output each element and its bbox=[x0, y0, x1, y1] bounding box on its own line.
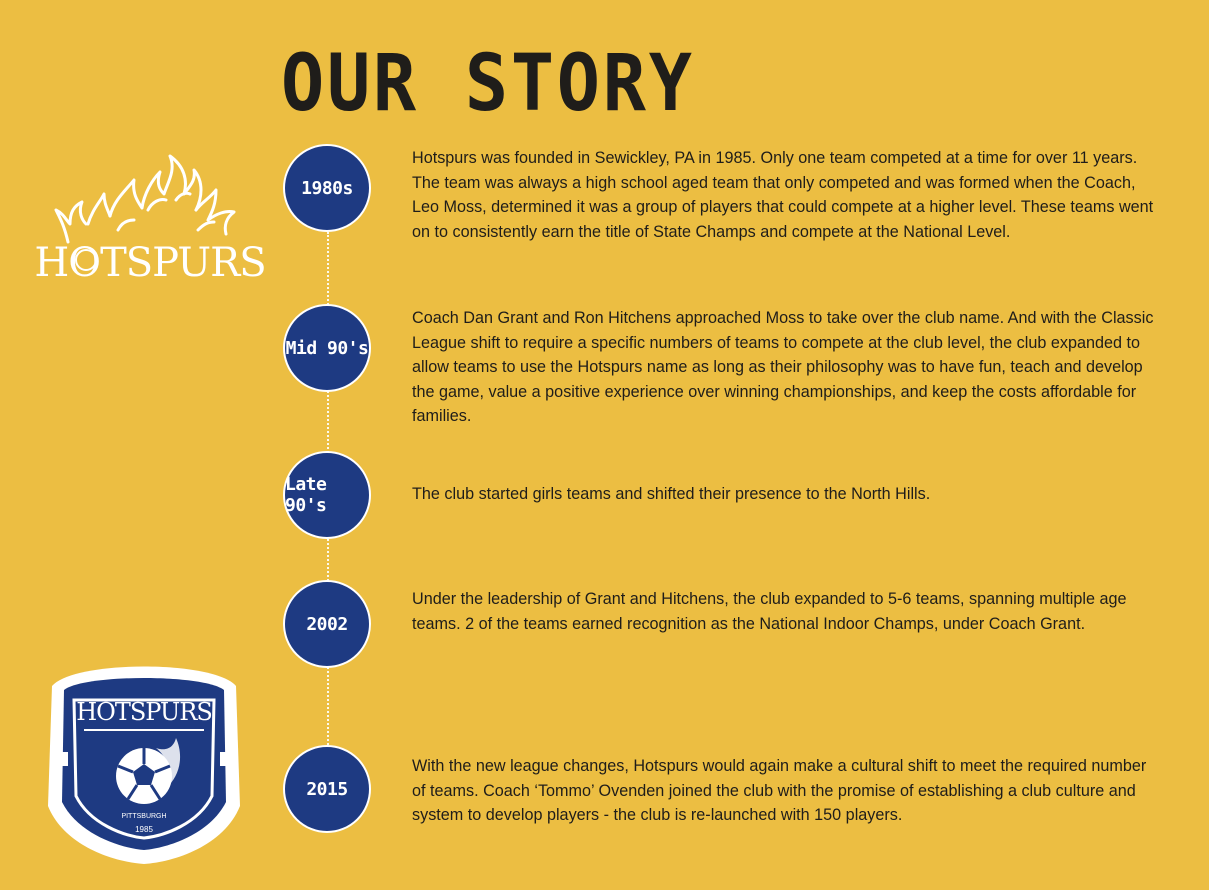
hotspurs-crest-badge bbox=[44, 656, 244, 866]
timeline-text-late-90s: The club started girls teams and shifted their presence to the North Hills. bbox=[412, 485, 931, 503]
timeline-marker-mid-90s: Mid 90's bbox=[283, 304, 371, 392]
timeline-marker-2002: 2002 bbox=[283, 580, 371, 668]
timeline-marker-late-90s: Late 90's bbox=[283, 451, 371, 539]
timeline-text-mid-90s: Coach Dan Grant and Ron Hitchens approached Moss to take over the club name. And with the Classic League shift to require a specific numbers of teams to compete at the club level, the club expanded to allow teams to use the Hotspurs name as long as their philosophy was to have fun, teach and develop the game, value a positive experience over winning championships, and keep the costs affordable for families. bbox=[412, 309, 1154, 425]
timeline-marker-2015: 2015 bbox=[283, 745, 371, 833]
timeline-text-1980s: Hotspurs was founded in Sewickley, PA in 1985. Only one team competed at a time for over 11 years. The team was always a high school aged team that only competed and was formed when the Coach, Leo Moss, determined it was a group of players that could compete at a higher level. These teams went on to consistently earn the title of State Champs and compete at the National Level. bbox=[412, 149, 1154, 241]
timeline-text-2015: With the new league changes, Hotspurs would again make a cultural shift to meet the required number of teams. Coach ‘Tommo’ Ovenden joined the club with the promise of establishing a club culture and system to develop players - the club is re-launched with 150 players. bbox=[412, 757, 1147, 824]
timeline-text-2002: Under the leadership of Grant and Hitchens, the club expanded to 5-6 teams, spanning multiple age teams. 2 of the teams earned recognition as the National Indoor Champs, under Coach Grant. bbox=[412, 590, 1127, 633]
badge-year: 1985 bbox=[135, 825, 153, 834]
logo-wordmark: HOTSPURS bbox=[34, 240, 266, 286]
badge-subtitle: PITTSBURGH bbox=[121, 813, 167, 820]
hotspurs-flame-logo bbox=[34, 150, 266, 290]
page-title: OUR STORY bbox=[281, 39, 695, 129]
badge-name: HOTSPURS bbox=[76, 698, 212, 726]
timeline-marker-1980s: 1980s bbox=[283, 144, 371, 232]
